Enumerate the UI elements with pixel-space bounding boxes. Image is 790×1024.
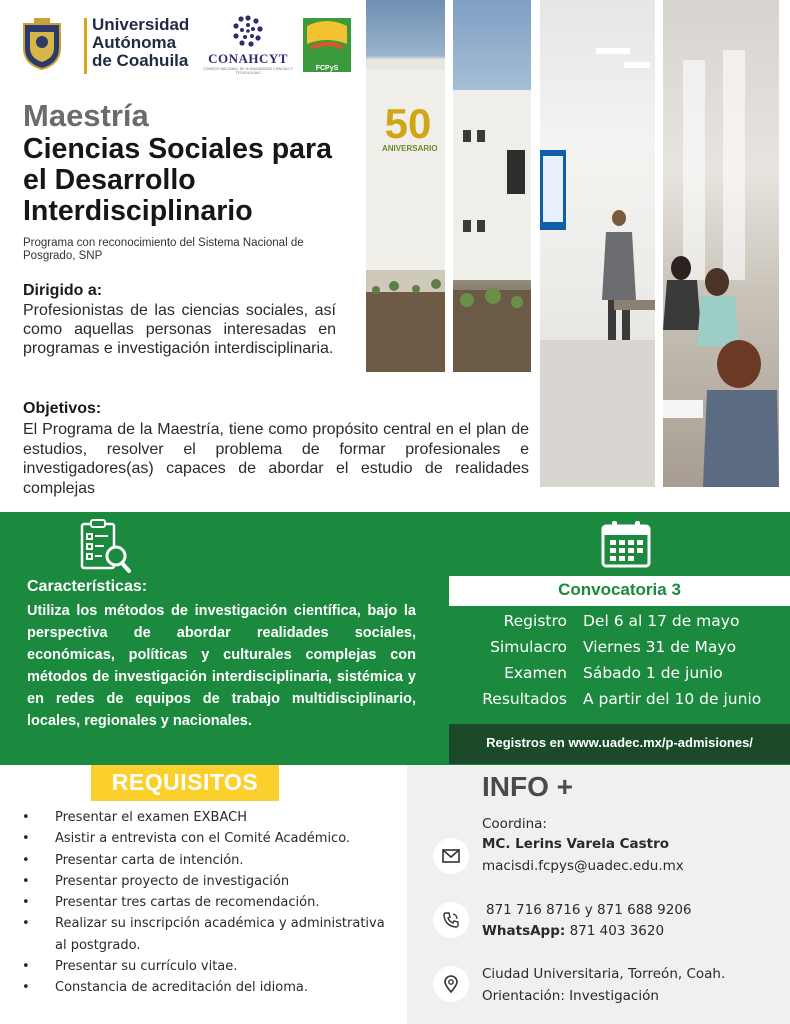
schedule-label: Simulacro <box>490 638 567 656</box>
header-logos <box>18 12 358 82</box>
coordina-label: Coordina: <box>482 816 547 832</box>
bullet: • <box>22 959 30 975</box>
program-kicker: Maestría <box>23 98 149 133</box>
faculty-logo-mark-icon <box>303 18 351 72</box>
schedule-label: Examen <box>504 664 567 682</box>
phone-icon-circle <box>433 902 469 938</box>
schedule-label: Registro <box>503 612 567 630</box>
bullet: • <box>22 852 30 868</box>
schedule-row-resultados <box>449 688 790 713</box>
campus-entrance-photo <box>453 0 531 372</box>
location-pin-icon <box>442 975 460 993</box>
university-logo-divider <box>84 18 87 74</box>
convocatoria-title: Convocatoria 3 <box>558 580 681 599</box>
list-item: • Presentar tres cartas de recomendación. <box>20 892 400 913</box>
schedule-row-examen <box>449 662 790 687</box>
anniversary-badge: 50 ANIVERSARIO <box>382 100 438 153</box>
classroom-presenter-illustration <box>540 0 655 487</box>
classroom-students-illustration <box>663 0 779 487</box>
objetivos-body: El Programa de la Maestría, tiene como propósito central en el plan de estudios, resolver el problema de formar profesionales e investigadores(as) capaces de abordar el estudio de realidades complejas <box>23 421 529 497</box>
list-item: • Realizar su inscripción académica y administrativa al postgrado. <box>20 913 400 956</box>
conahcyt-emblem-icon <box>231 14 265 48</box>
schedule-label: Resultados <box>482 690 567 708</box>
checklist-magnifier-icon <box>78 518 132 576</box>
bullet: • <box>22 810 30 825</box>
program-recognition: Programa con reconocimiento del Sistema Nacional de Posgrado, SNP <box>23 237 304 262</box>
caracteristicas-heading: Características: <box>27 578 148 595</box>
caracteristicas-body: Utiliza los métodos de investigación científica, bajo la perspectiva de abordar realidades sociales, económicas, políticas y culturales complejas con métodos de investigación interdisciplinaria, sistémica y en redes de equipos de trabajo multidisciplinario, locales, regionales y nacionales. <box>27 603 416 729</box>
list-item: • Constancia de acreditación del idioma. <box>20 977 400 998</box>
contact-phones[interactable]: 871 716 8716 y 871 688 9206 <box>486 902 692 918</box>
contact-email[interactable]: macisdi.fcpys@uadec.edu.mx <box>482 858 684 874</box>
list-item: • Presentar proyecto de investigación <box>20 871 400 892</box>
location-icon-circle <box>433 966 469 1002</box>
campus-entrance-illustration <box>453 0 531 372</box>
schedule-value: Del 6 al 17 de mayo <box>583 612 740 630</box>
registration-link-bar <box>449 724 790 764</box>
campus-building-illustration <box>366 0 445 372</box>
schedule-row-registro <box>449 610 790 635</box>
email-icon-circle <box>433 838 469 874</box>
schedule-value: A partir del 10 de junio <box>583 690 762 708</box>
bullet: • <box>22 916 30 932</box>
conahcyt-logo: CONAHCYT CONSEJO NACIONAL DE HUMANIDADES CIENCIAS Y TECNOLOGÍAS <box>193 12 303 78</box>
classroom-students-photo <box>663 0 779 487</box>
list-item: • Presentar carta de intención. <box>20 850 400 871</box>
objetivos-heading: Objetivos: <box>23 400 102 417</box>
whatsapp-line: WhatsApp: 871 403 3620 <box>482 923 665 939</box>
convocatoria-schedule <box>449 606 790 724</box>
bullet: • <box>22 831 30 847</box>
requisitos-badge <box>91 765 279 801</box>
schedule-row-simulacro <box>449 636 790 661</box>
bullet: • <box>22 873 30 889</box>
info-title: INFO + <box>482 771 574 802</box>
list-item: • Presentar el examen EXBACH <box>20 807 400 828</box>
list-item: • Asistir a entrevista con el Comité Académico. <box>20 828 400 849</box>
email-icon <box>442 847 460 865</box>
requisitos-heading: REQUISITOS <box>111 769 259 795</box>
schedule-value: Viernes 31 de Mayo <box>583 638 737 656</box>
university-name: Universidad Autónoma de Coahuila <box>92 15 190 70</box>
list-item: • Presentar su currículo vitae. <box>20 956 400 977</box>
phone-icon <box>442 911 460 929</box>
dirigido-body: Profesionistas de las ciencias sociales, así como aquellas personas interesadas en programas e investigación interdisciplinaria. <box>23 302 336 357</box>
university-shield-logo <box>22 18 62 70</box>
dirigido-heading: Dirigido a: <box>23 282 103 299</box>
bullet: • <box>22 895 30 911</box>
location-text: Ciudad Universitaria, Torreón, Coah. <box>482 966 726 982</box>
bullet: • <box>22 980 30 996</box>
calendar-icon <box>601 520 651 568</box>
schedule-value: Sábado 1 de junio <box>583 664 723 682</box>
requisitos-list <box>20 807 400 999</box>
registration-link[interactable]: Registros en www.uadec.mx/p-admisiones/ <box>486 735 753 750</box>
campus-building-photo <box>366 0 445 372</box>
coordinator-name: MC. Lerins Varela Castro <box>482 836 670 852</box>
classroom-presenter-photo <box>540 0 655 487</box>
faculty-logo: FCPyS <box>303 18 351 72</box>
program-title: Ciencias Sociales para el Desarrollo Interdisciplinario <box>23 133 332 227</box>
orientation-text: Orientación: Investigación <box>482 988 659 1004</box>
